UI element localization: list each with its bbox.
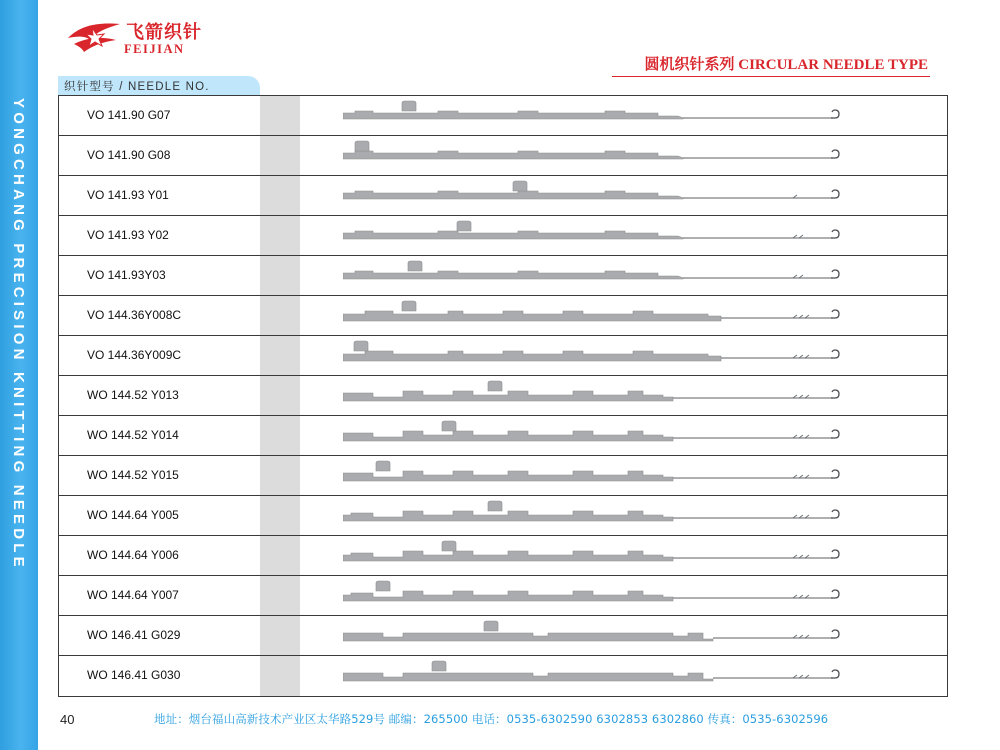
needle-number: VO 141.93 Y01 [87, 188, 169, 202]
needle-shape [343, 381, 839, 401]
needle-number: WO 144.52 Y013 [87, 388, 179, 402]
needle-butt [376, 581, 390, 591]
table-header-tab [58, 76, 260, 95]
needle-shape [343, 581, 839, 601]
needle-diagram [343, 140, 903, 172]
needle-hook [831, 270, 839, 278]
needle-hook [831, 230, 839, 238]
needle-number: WO 146.41 G029 [87, 628, 181, 642]
table-row [59, 96, 947, 136]
table-row [59, 136, 947, 176]
table-row [59, 256, 947, 296]
table-row [59, 176, 947, 216]
needle-hook [831, 390, 839, 398]
side-banner-text: YONGCHANG PRECISION KNITTING NEEDLE [10, 98, 27, 571]
needle-diagram [343, 420, 903, 452]
needle-body [343, 271, 683, 279]
needle-hook [831, 590, 839, 598]
needle-body [343, 231, 683, 239]
needle-number: VO 141.93Y03 [87, 268, 166, 282]
needle-body [343, 351, 721, 361]
table-row [59, 536, 947, 576]
needle-body [343, 191, 683, 199]
needle-number: WO 144.52 Y014 [87, 428, 179, 442]
needle-body [343, 511, 673, 521]
needle-number: WO 144.64 Y007 [87, 588, 179, 602]
needle-number: VO 141.93 Y02 [87, 228, 169, 242]
needle-diagram [343, 380, 903, 412]
needle-butt [402, 101, 416, 111]
needle-shape [343, 621, 839, 641]
needle-number: WO 144.64 Y006 [87, 548, 179, 562]
table-row [59, 376, 947, 416]
needle-butt [376, 461, 390, 471]
needle-butt [354, 341, 368, 351]
needle-diagram [343, 460, 903, 492]
needle-table [58, 95, 948, 697]
needle-shape [343, 221, 839, 239]
brand-logo [66, 18, 206, 62]
needle-butt [513, 181, 527, 191]
needle-diagram [343, 580, 903, 612]
needle-butt [484, 621, 498, 631]
needle-shape [343, 181, 839, 199]
needle-hook [831, 350, 839, 358]
needle-number: WO 146.41 G030 [87, 668, 181, 682]
needle-diagram [343, 220, 903, 252]
needle-number: VO 141.90 G07 [87, 108, 171, 122]
needle-hook [831, 430, 839, 438]
table-row [59, 456, 947, 496]
needle-diagram [343, 300, 903, 332]
needle-butt [355, 141, 369, 151]
page-number: 40 [60, 712, 75, 727]
needle-body [343, 151, 683, 159]
needle-body [343, 111, 683, 119]
side-banner [7, 98, 31, 571]
needle-number: WO 144.52 Y015 [87, 468, 179, 482]
table-row [59, 336, 947, 376]
needle-shape [343, 301, 839, 321]
needle-body [343, 471, 673, 481]
needle-butt [408, 261, 422, 271]
needle-hook [831, 310, 839, 318]
needle-number: WO 144.64 Y005 [87, 508, 179, 522]
needle-body [343, 311, 721, 321]
needle-body [343, 591, 673, 601]
needle-shape [343, 141, 839, 159]
side-band [0, 0, 38, 750]
needle-diagram [343, 340, 903, 372]
needle-diagram [343, 500, 903, 532]
table-row [59, 296, 947, 336]
needle-shape [343, 661, 839, 681]
needle-hook [831, 510, 839, 518]
needle-shape [343, 101, 839, 119]
needle-hook [831, 190, 839, 198]
needle-butt [402, 301, 416, 311]
needle-body [343, 673, 713, 681]
table-row [59, 416, 947, 456]
needle-body [343, 391, 673, 401]
needle-diagram [343, 540, 903, 572]
needle-butt [442, 421, 456, 431]
needle-number: VO 144.36Y009C [87, 348, 182, 362]
needle-shape [343, 421, 839, 441]
brand-name-en: FEIJIAN [124, 42, 185, 56]
table-row [59, 216, 947, 256]
needle-diagram [343, 100, 903, 132]
needle-hook [831, 630, 839, 638]
needle-body [343, 551, 673, 561]
table-row [59, 616, 947, 656]
section-title: 圆机织针系列 CIRCULAR NEEDLE TYPE [644, 57, 928, 73]
needle-hook [831, 150, 839, 158]
needle-diagram [343, 260, 903, 292]
needle-butt [432, 661, 446, 671]
table-header-label: 织针型号 / NEEDLE NO. [64, 81, 210, 93]
needle-body [343, 431, 673, 441]
needle-diagram [343, 180, 903, 212]
needle-shape [343, 261, 839, 279]
needle-diagram [343, 660, 903, 692]
needle-butt [488, 501, 502, 511]
needle-hook [831, 110, 839, 118]
needle-hook [831, 670, 839, 678]
needle-body [343, 633, 713, 641]
table-row [59, 656, 947, 696]
needle-shape [343, 341, 839, 361]
needle-shape [343, 541, 839, 561]
arrow-bird-logo-icon [66, 18, 126, 58]
contact-footer: 地址：烟台福山高新技术产业区太华路529号 邮编：265500 电话：0535-6302590 6302853 6302860 传真：0535-6302596 [154, 712, 829, 726]
table-row [59, 576, 947, 616]
needle-butt [457, 221, 471, 231]
table-row [59, 496, 947, 536]
needle-diagram [343, 620, 903, 652]
needle-hook [831, 550, 839, 558]
needle-hook [831, 470, 839, 478]
needle-shape [343, 501, 839, 521]
needle-butt [442, 541, 456, 551]
needle-butt [488, 381, 502, 391]
brand-name-cn: 飞箭织针 [126, 22, 202, 43]
section-divider [612, 76, 930, 77]
needle-shape [343, 461, 839, 481]
needle-number: VO 141.90 G08 [87, 148, 171, 162]
needle-number: VO 144.36Y008C [87, 308, 182, 322]
